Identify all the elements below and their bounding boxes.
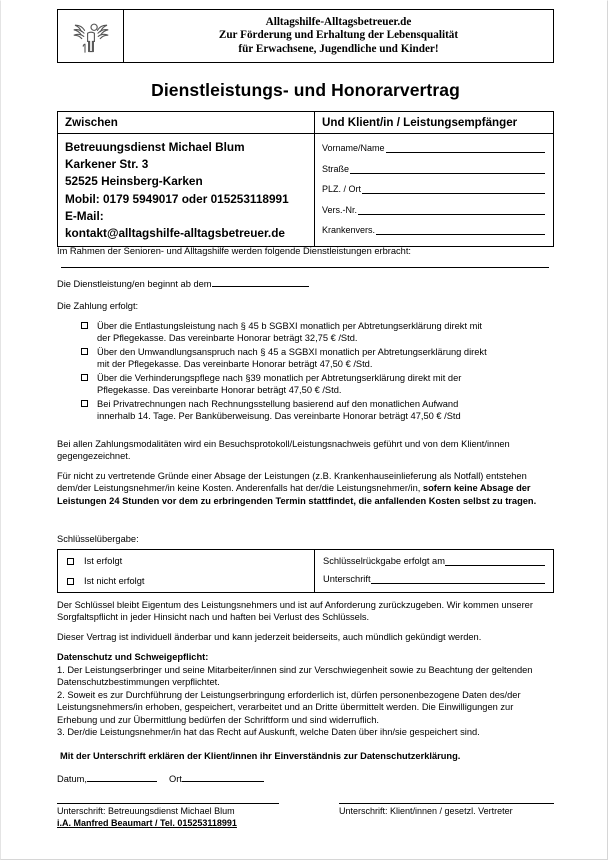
key-return-signature-rule[interactable] — [371, 574, 545, 584]
logo-cell — [58, 10, 124, 62]
payment-option-4-text: Bei Privatrechnungen nach Rechnungsstellung basierend auf den monatlichen Aufwand innerhalb 14. Tage. Per Banküberweisung. Das vereinbarte Honorar beträgt 47,50 € /Std — [97, 399, 461, 422]
cancellation-text-bold: sofern keine Absage der Leistungen 24 Stunden vor dem zu erbringenden Termin stattfindet, die anfallenden Kosten selbst zu tragen. — [57, 483, 537, 506]
cancellation-paragraph — [57, 470, 554, 507]
checkbox-icon[interactable] — [81, 400, 88, 407]
header-cell-provider: Zwischen — [58, 112, 315, 133]
key-option-done[interactable] — [67, 556, 314, 566]
key-return-signature-field[interactable] — [323, 574, 545, 584]
provider-signature-line[interactable] — [57, 803, 279, 804]
privacy-item-3: 3. Der/die Leistungsnehmer/in hat das Recht auf Auskunft, welche Daten über ihn/sie gespeichert sind. — [57, 727, 480, 737]
payment-option-1-text: Über die Entlastungsleistung nach § 45 b SGBXI monatlich per Abtretungserklärung direkt mit der Pflegekasse. Das vereinbarte Honorar beträgt 32,75 € /Std. — [97, 321, 482, 344]
client-field-street-rule[interactable] — [350, 164, 545, 174]
date-place-row — [57, 772, 457, 785]
key-option-not-done-label: Ist nicht erfolgt — [84, 576, 145, 586]
checkbox-icon[interactable] — [81, 322, 88, 329]
header-cell-client: Und Klient/in / Leistungsempfänger — [322, 116, 518, 129]
page-title: Dienstleistungs- und Honorarvertrag — [151, 80, 460, 100]
key-handover-table — [57, 549, 554, 593]
key-return-cell — [315, 550, 553, 592]
payment-option-2[interactable] — [81, 346, 497, 370]
services-description-rule[interactable] — [61, 267, 549, 268]
provider-mobile: Mobil: 0179 5949017 oder 015253118991 — [65, 191, 289, 206]
service-start-label: Die Dienstleistung/en beginnt ab dem — [57, 279, 212, 289]
privacy-item-2: 2. Soweit es zur Durchführung der Leistungserbringung erforderlich ist, dürfen personenbezogene Daten des/der Leistungsnehmers/in erhoben, gespeichert, verarbeitet und an Dritte übermittelt werden. Die Einwilligungen zur Erhebung und zur Übermittlung bedürfen der Schriftform und sind widerruflich. — [57, 690, 521, 725]
client-field-zip-city-rule[interactable] — [362, 184, 545, 194]
payment-option-1[interactable] — [81, 320, 497, 344]
client-field-insurance-number-label: Vers.-Nr. — [322, 204, 358, 215]
payment-option-3-text: Über die Verhinderungspflege nach §39 monatlich per Abtretungserklärung direkt mit der Pflegekasse. Das vereinbarte Honorar beträgt 47,50 € /Std. — [97, 373, 462, 396]
key-option-not-done[interactable] — [67, 576, 314, 586]
payment-option-4[interactable] — [81, 398, 497, 422]
client-field-zip-city[interactable] — [322, 184, 545, 194]
provider-signature-label: Unterschrift: Betreuungsdienst Michael Blum — [57, 806, 235, 816]
client-field-name-rule[interactable] — [386, 143, 545, 153]
client-signature-caption: Unterschrift: Klient/innen / gesetzl. Vertreter — [339, 806, 513, 816]
key-return-date-label: Schlüsselrückgabe erfolgt am — [323, 556, 445, 566]
payment-option-3[interactable] — [81, 372, 497, 396]
company-slogan — [124, 10, 553, 62]
place-input-rule[interactable] — [182, 772, 264, 782]
date-label: Datum, — [57, 774, 87, 784]
parties-table-body — [58, 134, 553, 246]
slogan-line-2: Zur Förderung und Erhaltung der Lebensqualität — [218, 29, 459, 42]
privacy-consent-line: Mit der Unterschrift erklären der Klient/innen ihr Einverständnis zur Datenschutzerklärung. — [60, 751, 461, 761]
cancellation-text-normal: Für nicht zu vertretende Gründe einer Absage der Leistungen (z.B. Krankenhauseinlieferung als Notfall) entstehen dem/der Leistungsnehmer/in keine Kosten. Anderenfalls hat der/die Leistungsnehmer/in, — [57, 471, 527, 494]
key-return-signature-label: Unterschrift — [323, 574, 371, 584]
client-field-health-insurer-rule[interactable] — [376, 225, 545, 235]
key-ownership-paragraph: Der Schlüssel bleibt Eigentum des Leistungsnehmers und ist auf Anforderung zurückzugeben. Wir kommen unserer Sorgfaltspflicht in jeder Hinsicht nach und haften bei Verlust des Schlüssels. — [57, 600, 533, 623]
client-field-zip-city-label: PLZ. / Ort — [322, 184, 362, 194]
provider-street: Karkener Str. 3 — [65, 157, 149, 172]
services-intro: Im Rahmen der Senioren- und Alltagshilfe werden folgende Dienstleistungen erbracht: — [57, 246, 412, 256]
amendment-paragraph: Dieser Vertrag ist individuell änderbar und kann jederzeit beiderseits, auch mündlich gekündigt werden. — [57, 632, 482, 642]
key-return-date-field[interactable] — [323, 556, 545, 566]
client-field-street[interactable] — [322, 164, 545, 174]
service-start-date-rule[interactable] — [212, 277, 309, 287]
payment-heading: Die Zahlung erfolgt: — [57, 301, 139, 311]
provider-agent-label: i.A. Manfred Beaumart / Tel. 015253118991 — [57, 817, 237, 828]
key-option-done-label: Ist erfolgt — [84, 556, 123, 566]
client-cell — [315, 134, 553, 246]
client-field-street-label: Straße — [322, 163, 350, 174]
client-fields — [315, 134, 553, 241]
protocol-paragraph: Bei allen Zahlungsmodalitäten wird ein Besuchsprotokoll/Leistungsnachweis geführt und von dem Klient/innen gegengezeichnet. — [57, 439, 510, 462]
client-field-health-insurer-label: Krankenvers. — [322, 225, 376, 235]
checkbox-icon[interactable] — [81, 348, 88, 355]
client-field-health-insurer[interactable] — [322, 225, 545, 235]
key-return-date-rule[interactable] — [445, 556, 545, 566]
checkbox-icon[interactable] — [67, 558, 74, 565]
key-section-heading: Schlüsselübergabe: — [57, 534, 139, 544]
privacy-heading: Datenschutz und Schweigepflicht: — [57, 652, 209, 662]
provider-email-label: E-Mail: — [65, 208, 104, 223]
client-field-name[interactable] — [322, 143, 545, 153]
slogan-line-3: für Erwachsene, Jugendliche und Kinder! — [238, 42, 439, 55]
provider-email: kontakt@alltagshilfe-alltagsbetreuer.de — [65, 226, 285, 241]
parties-table-header — [58, 112, 553, 134]
parties-table — [57, 111, 554, 247]
checkbox-icon[interactable] — [67, 578, 74, 585]
provider-details — [58, 134, 314, 246]
place-label: Ort — [168, 774, 182, 784]
client-field-name-label: Vorname/Name — [322, 143, 385, 153]
provider-cell — [58, 134, 315, 246]
client-field-insurance-number-rule[interactable] — [358, 205, 545, 215]
key-status-cell — [58, 550, 315, 592]
service-start-row — [57, 277, 457, 290]
client-field-insurance-number[interactable] — [322, 205, 545, 215]
payment-option-2-text: Über den Umwandlungsanspruch nach § 45 a SGBXI monatlich per Abtretungserklärung direkt mit der Pflegekasse. Das vereinbarte Honorar beträgt 47,50 € /Std. — [97, 347, 487, 370]
checkbox-icon[interactable] — [81, 374, 88, 381]
provider-signature-caption — [57, 806, 327, 829]
letterhead — [57, 9, 554, 63]
privacy-item-1: 1. Der Leistungserbringer und seine Mitarbeiter/innen sind zur Verschwiegenheit sowie zu Beachtung der geltenden Datenschutzbestimmungen verpflichtet. — [57, 665, 533, 688]
slogan-line-1: Alltagshilfe-Alltagsbetreuer.de — [265, 15, 412, 28]
date-input-rule[interactable] — [87, 772, 157, 782]
provider-name: Betreuungsdienst Michael Blum — [65, 140, 245, 154]
client-signature-line[interactable] — [339, 803, 554, 804]
person-with-caring-hands-icon — [68, 16, 114, 56]
provider-city: 52525 Heinsberg-Karken — [65, 174, 203, 189]
